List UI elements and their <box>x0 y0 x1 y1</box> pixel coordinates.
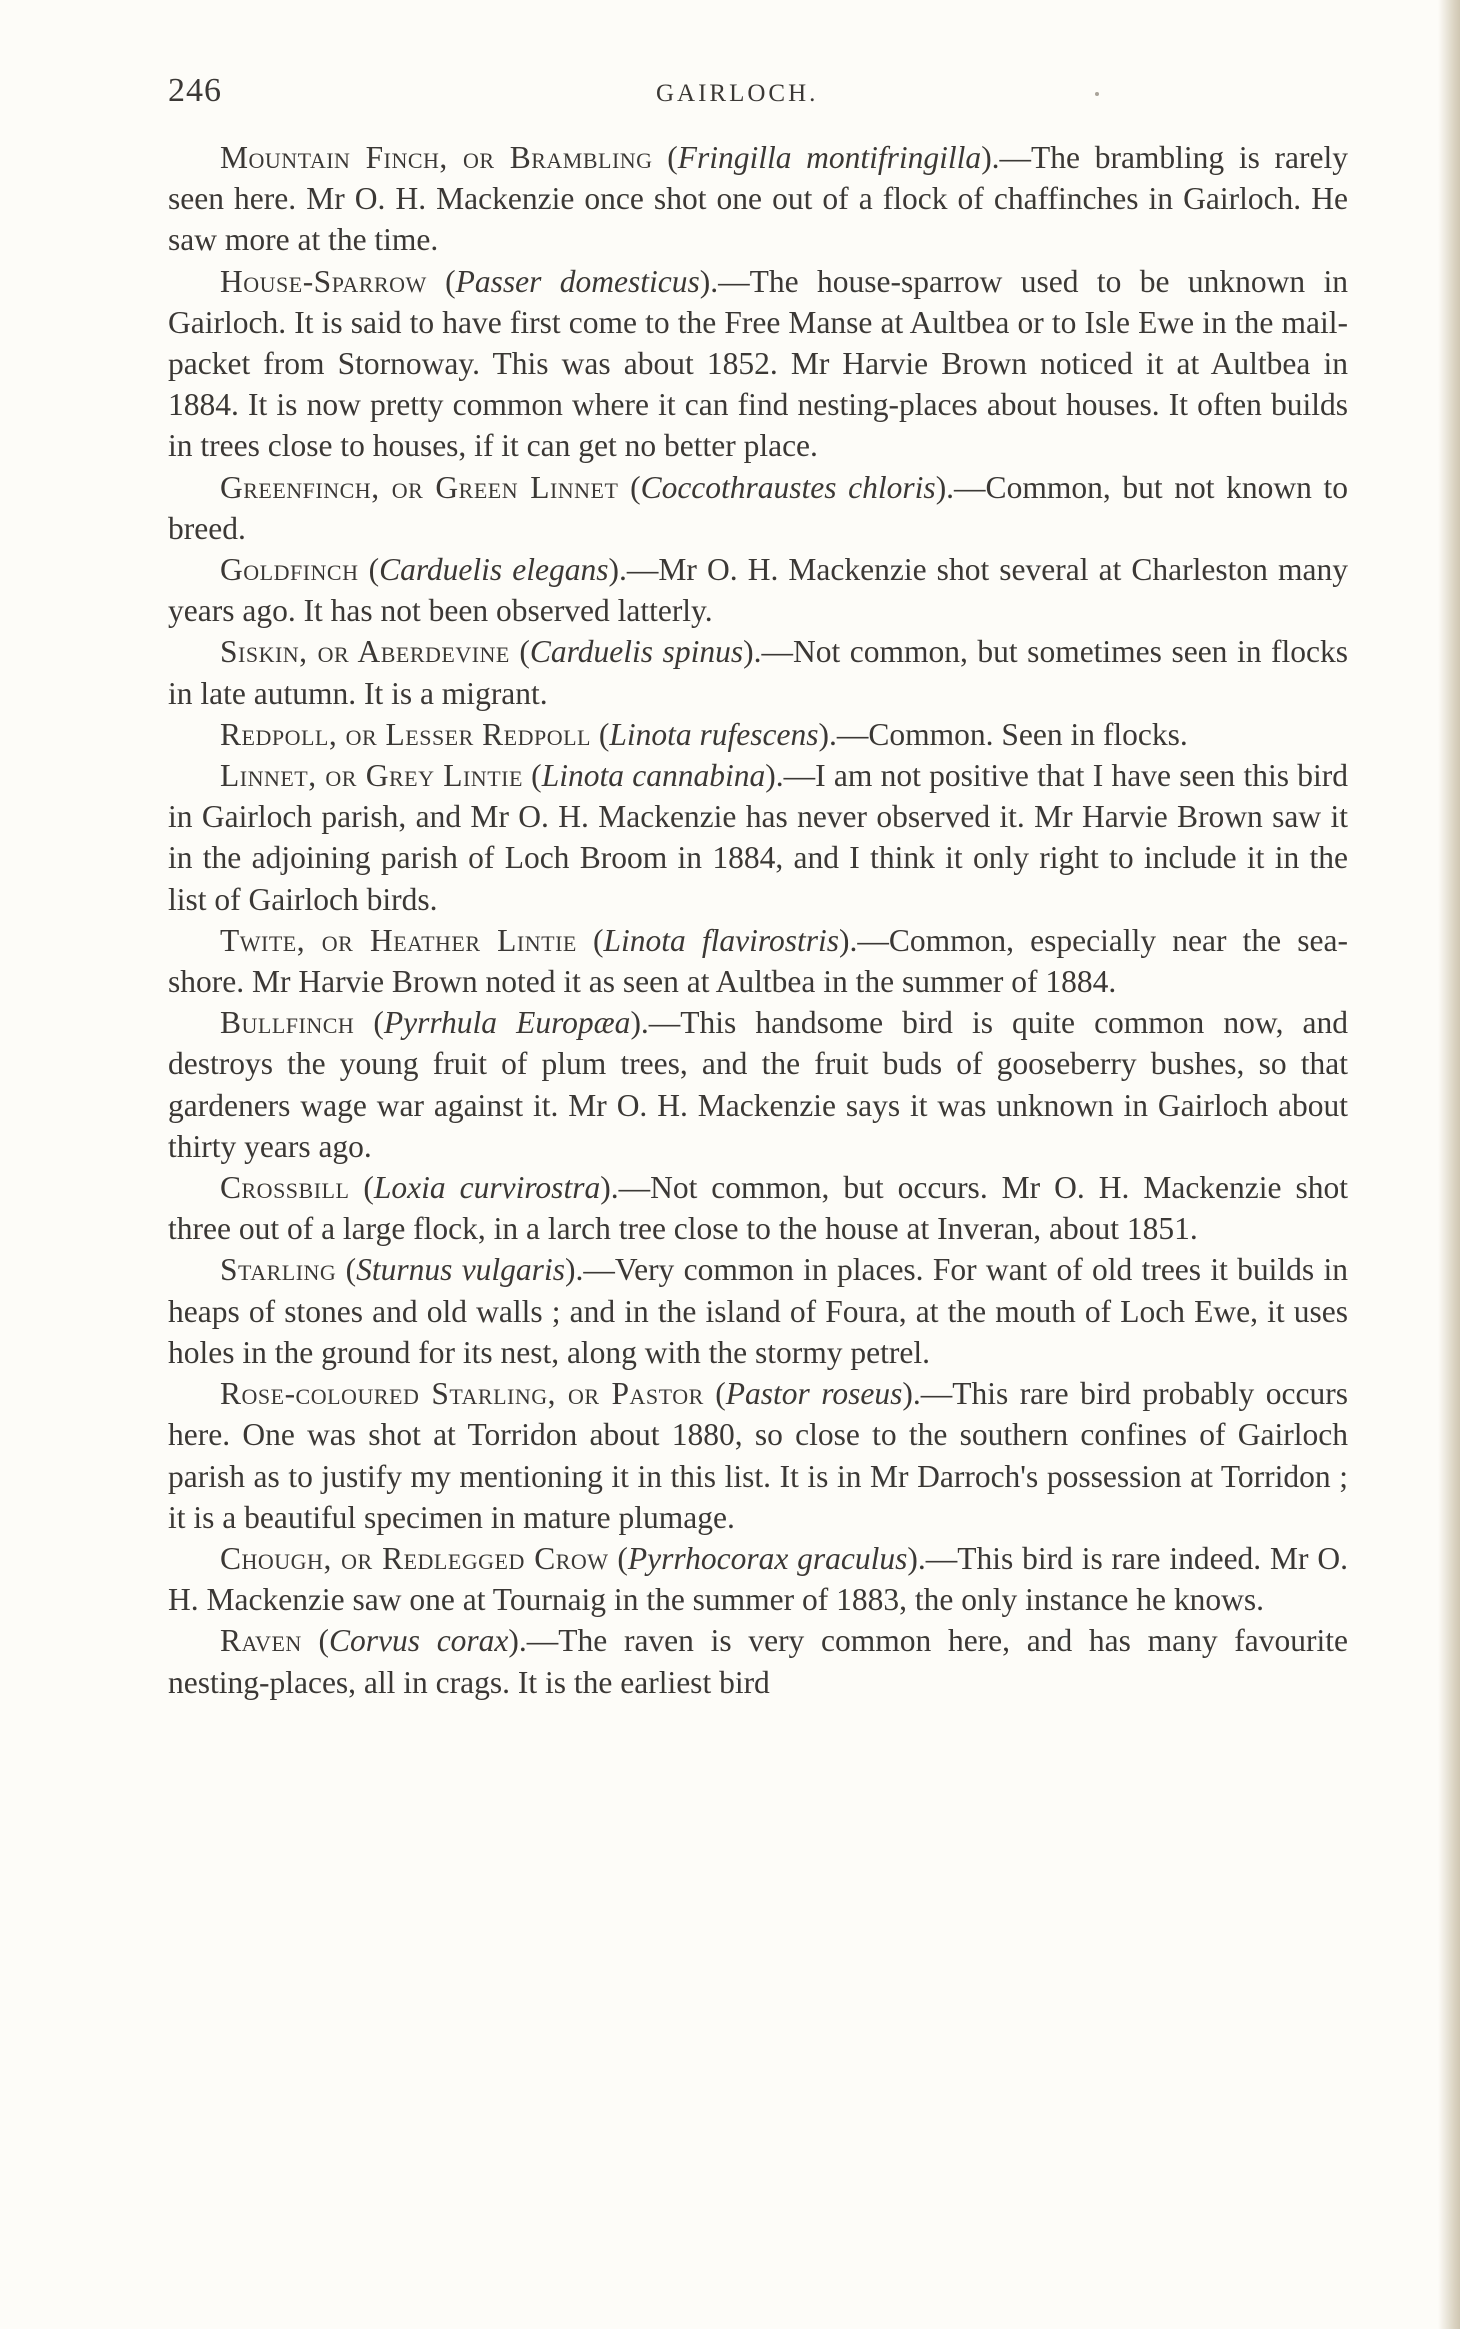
page-number: 246 <box>168 72 222 109</box>
common-name: Rose-coloured Starling, or Pastor <box>220 1376 704 1412</box>
scientific-name: Corvus corax <box>328 1623 509 1659</box>
scientific-name: Linota rufescens <box>609 716 819 752</box>
printer-dot <box>1095 92 1099 96</box>
entry-text: ).—This rare bird probably occurs here. One was shot at Torridon about 1880, so close to the southern confines of Gairloch parish as to justify my mentioning it in this list. It is in Mr Darroch's possession at Torridon ; it is a beautiful specimen in mature plumage. <box>168 1376 1349 1535</box>
running-title: GAIRLOCH. <box>656 80 819 107</box>
entry-starling: Starling (Sturnus vulgaris).—Very common in places. For want of old trees it builds in heaps of stones and old walls ; and in the island of Foura, at the mouth of Loch Ewe, it uses holes in the ground for its nest, along with the stormy petrel. <box>168 1252 1348 1370</box>
entry-text: ).—Common. Seen in flocks. <box>818 716 1188 752</box>
entry-bullfinch: Bullfinch (Pyrrhula Europæa).—This handsome bird is quite common now, and destroys the young fruit of plum trees, and the fruit buds of gooseberry bushes, so that gardeners wage war against it. Mr O. H. Mackenzie says it was unknown in Gairloch about thirty years ago. <box>168 1005 1348 1164</box>
entry-chough: Chough, or Redlegged Crow (Pyrrhocorax graculus).—This bird is rare indeed. Mr O. H. Mackenzie saw one at Tournaig in the summer of 1883, the only instance he knows. <box>168 1540 1348 1618</box>
common-name: Goldfinch <box>220 552 359 588</box>
scientific-name: Carduelis elegans <box>379 552 609 588</box>
entry-twite: Twite, or Heather Lintie (Linota flavirostris).—Common, especially near the sea-shore. Mr Harvie Brown noted it as seen at Aultbea in the summer of 1884. <box>168 922 1348 1000</box>
scientific-name: Pastor roseus <box>725 1376 903 1412</box>
common-name: Greenfinch, or Green Linnet <box>220 469 619 505</box>
common-name: Crossbill <box>220 1170 350 1206</box>
scientific-name: Fringilla montifringilla <box>677 140 982 175</box>
entry-crossbill: Crossbill (Loxia curvirostra).—Not common, but occurs. Mr O. H. Mackenzie shot three out of a large flock, in a larch tree close to the house at Inveran, about 1851. <box>168 1170 1348 1247</box>
common-name: Bullfinch <box>220 1005 355 1041</box>
common-name: Mountain Finch, or Brambling <box>220 140 653 175</box>
scientific-name: Coccothraustes chloris <box>640 469 936 505</box>
entry-text: ).—The house-sparrow used to be unknown in Gairloch. It is said to have first come to the Free Manse at Aultbea or to Isle Ewe in the mail-packet from Stornoway. This was about 1852. Mr Harvie Brown noticed it at Aultbea in 1884. It is now pretty common where it can find nesting-places about houses. It often builds in trees close to houses, if it can get no better place. <box>168 263 1348 464</box>
entry-goldfinch: Goldfinch (Carduelis elegans).—Mr O. H. Mackenzie shot several at Charleston many years ago. It has not been observed latterly. <box>168 552 1348 629</box>
entry-linnet: Linnet, or Grey Lintie (Linota cannabina).—I am not positive that I have seen this bird in Gairloch parish, and Mr O. H. Mackenzie has never observed it. Mr Harvie Brown saw it in the adjoining parish of Loch Broom in 1884, and I think it only right to include it in the list of Gairloch birds. <box>168 758 1348 917</box>
entry-text: ).—Common, especially near the sea-shore. Mr Harvie Brown noted it as seen at Aultbea in the summer of 1884. <box>168 922 1348 1000</box>
entry-siskin: Siskin, or Aberdevine (Carduelis spinus).—Not common, but sometimes seen in flocks in late autumn. It is a migrant. <box>168 634 1348 711</box>
entry-text: ).—I am not positive that I have seen this bird in Gairloch parish, and Mr O. H. Mackenzie has never observed it. Mr Harvie Brown saw it in the adjoining parish of Loch Broom in 1884, and I think it only right to include it in the list of Gairloch birds. <box>168 758 1348 917</box>
scientific-name: Linota cannabina <box>541 758 766 794</box>
entry-text: ).—The brambling is rarely seen here. Mr O. H. Mackenzie once shot one out of a flock of chaffinches in Gairloch. He saw more at the time. <box>168 140 1348 258</box>
entry-text: ).—Common, but not known to breed. <box>168 469 1348 546</box>
bird-list <box>168 137 1348 1703</box>
entry-redpoll: Redpoll, or Lesser Redpoll (Linota rufescens).—Common. Seen in flocks. <box>220 716 1188 752</box>
scientific-name: Carduelis spinus <box>529 634 744 670</box>
entry-text: ).—This handsome bird is quite common now, and destroys the young fruit of plum trees, and the fruit buds of gooseberry bushes, so that gardeners wage war against it. Mr O. H. Mackenzie says it was unknown in Gairloch about thirty years ago. <box>168 1005 1348 1164</box>
entry-greenfinch: Greenfinch, or Green Linnet (Coccothraustes chloris).—Common, but not known to breed. <box>168 469 1348 546</box>
entry-text: ).—Very common in places. For want of old trees it builds in heaps of stones and old walls ; and in the island of Foura, at the mouth of Loch Ewe, it uses holes in the ground for its nest, along with the stormy petrel. <box>168 1252 1348 1370</box>
entry-text: ).—This bird is rare indeed. Mr O. H. Mackenzie saw one at Tournaig in the summer of 1883, the only instance he knows. <box>168 1540 1348 1618</box>
scientific-name: Sturnus vulgaris <box>356 1252 565 1288</box>
entry-brambling: Mountain Finch, or Brambling (Fringilla montifringilla).—The brambling is rarely seen here. Mr O. H. Mackenzie once shot one out of a flock of chaffinches in Gairloch. He saw more at the time. <box>168 140 1348 258</box>
scientific-name: Pyrrhocorax graculus <box>627 1540 908 1576</box>
entry-raven: Raven (Corvus corax).—The raven is very common here, and has many favourite nesting-places, all in crags. It is the earliest bird <box>168 1623 1348 1700</box>
scientific-name: Linota flavirostris <box>603 922 840 958</box>
entry-text: ).—The raven is very common here, and has many favourite nesting-places, all in crags. It is the earliest bird <box>168 1623 1348 1700</box>
running-header <box>168 68 1368 112</box>
scientific-name: Passer domesticus <box>455 263 700 299</box>
common-name: Twite, or Heather Lintie <box>220 922 577 958</box>
entry-text: ).—Mr O. H. Mackenzie shot several at Charleston many years ago. It has not been observed latterly. <box>168 552 1348 629</box>
entry-house-sparrow: House-Sparrow (Passer domesticus).—The house-sparrow used to be unknown in Gairloch. It is said to have first come to the Free Manse at Aultbea or to Isle Ewe in the mail-packet from Stornoway. This was about 1852. Mr Harvie Brown noticed it at Aultbea in 1884. It is now pretty common where it can find nesting-places about houses. It often builds in trees close to houses, if it can get no better place. <box>168 263 1348 464</box>
scientific-name: Loxia curvirostra <box>373 1170 601 1206</box>
entry-text: ).—Not common, but occurs. Mr O. H. Mackenzie shot three out of a large flock, in a larch tree close to the house at Inveran, about 1851. <box>168 1170 1348 1247</box>
common-name: House-Sparrow <box>220 263 427 299</box>
common-name: Chough, or Redlegged Crow <box>220 1540 609 1576</box>
common-name: Siskin, or Aberdevine <box>220 634 510 670</box>
scientific-name: Pyrrhula Europæa <box>383 1005 631 1041</box>
page-edge-shadow <box>1438 0 1460 2329</box>
common-name: Starling <box>220 1252 337 1288</box>
entry-rose-coloured-starling: Rose-coloured Starling, or Pastor (Pastor roseus).—This rare bird probably occurs here. One was shot at Torridon about 1880, so close to the southern confines of Gairloch parish as to justify my mentioning it in this list. It is in Mr Darroch's possession at Torridon ; it is a beautiful specimen in mature plumage. <box>168 1376 1349 1535</box>
common-name: Redpoll, or Lesser Redpoll <box>220 716 591 752</box>
common-name: Linnet, or Grey Lintie <box>220 758 523 794</box>
entry-text: ).—Not common, but sometimes seen in flocks in late autumn. It is a migrant. <box>168 634 1348 711</box>
common-name: Raven <box>220 1623 302 1659</box>
